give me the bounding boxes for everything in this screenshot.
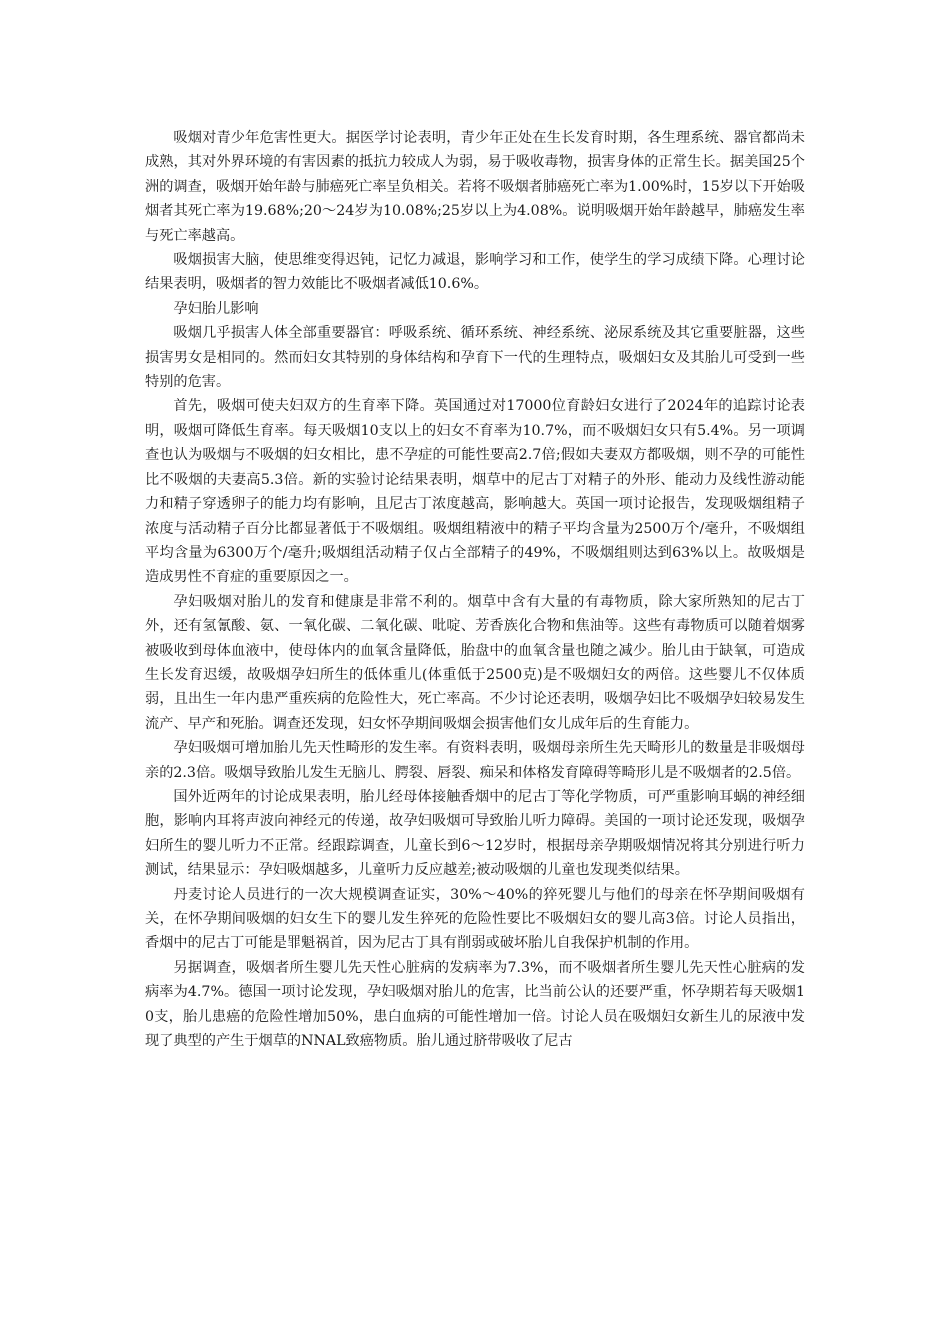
paragraph-hearing: 国外近两年的讨论成果表明，胎儿经母体接触香烟中的尼古丁等化学物质，可严重影响耳蜗的神经细胞，影响内耳将声波向神经元的传递，故孕妇吸烟可导致胎儿听力障碍。美国的一项讨论还发现，吸烟孕妇所生的婴儿听力不正常。经跟踪调查，儿童长到6～12岁时，根据母亲孕期吸烟情况将其分别进行听力测试，结果显示：孕妇吸烟越多，儿童听力反应越差;被动吸烟的儿童也发现类似结果。 <box>145 788 805 879</box>
paragraph-fetal-development: 孕妇吸烟对胎儿的发育和健康是非常不利的。烟草中含有大量的有毒物质，除大家所熟知的尼古丁外，还有氢氰酸、氨、一氧化碳、二氧化碳、吡啶、芳香族化合物和焦油等。这些有毒物质可以随着烟雾被吸收到母体血液中，使母体内的血氧含量降低，胎盘中的血氧含量也随之减少。胎儿由于缺氧，可造成生长发育迟缓，故吸烟孕妇所生的低体重儿(体重低于2500克)是不吸烟妇女的两倍。这些婴儿不仅体质弱，且出生一年内患严重疾病的危险性大，死亡率高。不少讨论还表明，吸烟孕妇比不吸烟孕妇较易发生流产、早产和死胎。调查还发现，妇女怀孕期间吸烟会损害他们女儿成年后的生育能力。 <box>145 593 805 732</box>
document-page <box>145 126 805 1053</box>
paragraph-fertility: 首先，吸烟可使夫妇双方的生育率下降。英国通过对17000位育龄妇女进行了2024年的追踪讨论表明，吸烟可降低生育率。每天吸烟10支以上的妇女不育率为10.7%，而不吸烟妇女只有5.4%。另一项调查也认为吸烟与不吸烟的妇女相比，患不孕症的可能性要高2.7倍;假如夫妻双方都吸烟，则不孕的可能性比不吸烟的夫妻高5.3倍。新的实验讨论结果表明，烟草中的尼古丁对精子的外形、能动力及线性游动能力和精子穿透卵子的能力均有影响，且尼古丁浓度越高，影响越大。英国一项讨论报告，发现吸烟组精子浓度与活动精子百分比都显著低于不吸烟组。吸烟组精液中的精子平均含量为2500万个/毫升，不吸烟组平均含量为6300万个/毫升;吸烟组活动精子仅占全部精子的49%，不吸烟组则达到63%以上。故吸烟是造成男性不育症的重要原因之一。 <box>145 398 805 586</box>
paragraph-heart-disease: 另据调查，吸烟者所生婴儿先天性心脏病的发病率为7.3%，而不吸烟者所生婴儿先天性心脏病的发病率为4.7%。德国一项讨论发现，孕妇吸烟对胎儿的危害，比当前公认的还要严重，怀孕期若每天吸烟10支，胎儿患癌的危险性增加50%，患白血病的可能性增加一倍。讨论人员在吸烟妇女新生儿的尿液中发现了典型的产生于烟草的NNAL致癌物质。胎儿通过脐带吸收了尼古 <box>145 959 805 1050</box>
paragraph-teen-harm: 吸烟对青少年危害性更大。据医学讨论表明，青少年正处在生长发育时期，各生理系统、器官都尚未成熟，其对外界环境的有害因素的抵抗力较成人为弱，易于吸收毒物，损害身体的正常生长。据美国25个洲的调查，吸烟开始年龄与肺癌死亡率呈负相关。若将不吸烟者肺癌死亡率为1.00%时，15岁以下开始吸烟者其死亡率为19.68%;20～24岁为10.08%;25岁以上为4.08%。说明吸烟开始年龄越早，肺癌发生率与死亡率越高。 <box>145 130 805 244</box>
section-heading: 孕妇胎儿影响 <box>173 300 259 317</box>
paragraph-sudden-death: 丹麦讨论人员进行的一次大规模调查证实，30%～40%的猝死婴儿与他们的母亲在怀孕期间吸烟有关，在怀孕期间吸烟的妇女生下的婴儿发生猝死的危险性要比不吸烟妇女的婴儿高3倍。讨论人员指出，香烟中的尼古丁可能是罪魁祸首，因为尼古丁具有削弱或破坏胎儿自我保护机制的作用。 <box>145 886 805 952</box>
paragraph-brain-damage: 吸烟损害大脑，使思维变得迟钝，记忆力减退，影响学习和工作，使学生的学习成绩下降。心理讨论结果表明，吸烟者的智力效能比不吸烟者减低10.6%。 <box>145 252 805 293</box>
paragraph-birth-defects: 孕妇吸烟可增加胎儿先天性畸形的发生率。有资料表明，吸烟母亲所生先天畸形儿的数量是非吸烟母亲的2.3倍。吸烟导致胎儿发生无脑儿、腭裂、唇裂、痴呆和体格发育障碍等畸形儿是不吸烟者的2.5倍。 <box>145 740 805 781</box>
paragraph-organ-damage: 吸烟几乎损害人体全部重要器官：呼吸系统、循环系统、神经系统、泌尿系统及其它重要脏器，这些损害男女是相同的。然而妇女其特别的身体结构和孕育下一代的生理特点，吸烟妇女及其胎儿可受到一些特别的危害。 <box>145 325 805 391</box>
